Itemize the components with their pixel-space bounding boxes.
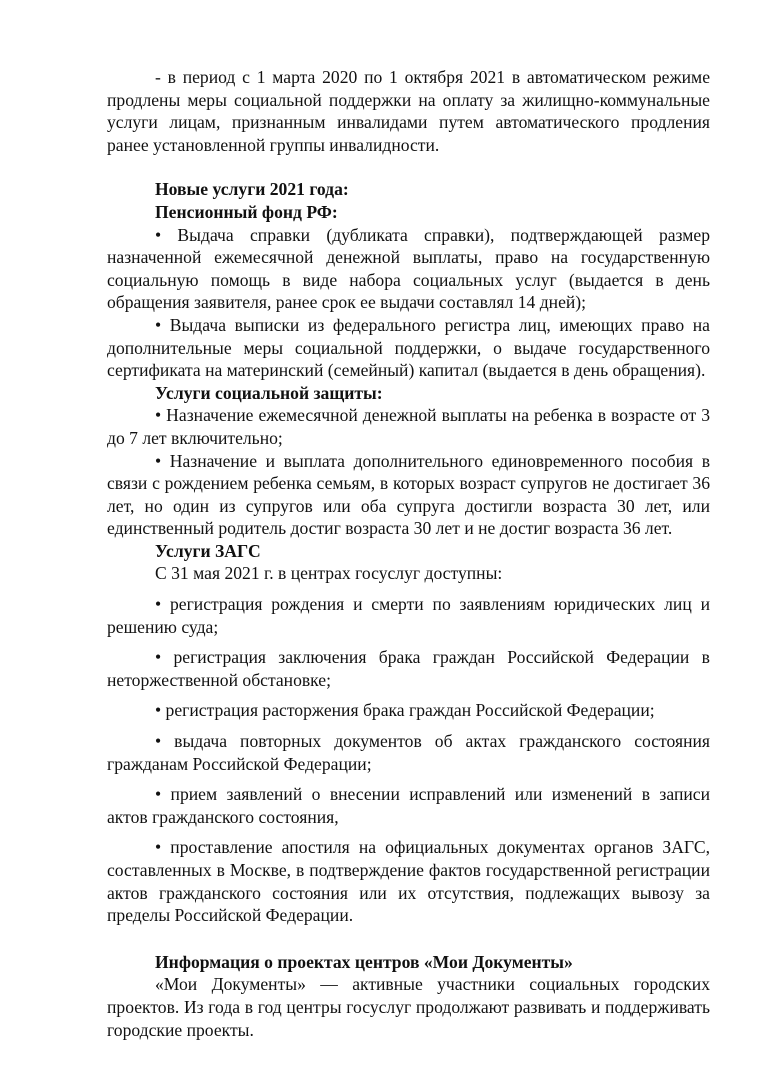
list-item-pfr-extract: • Выдача выписки из федерального регистра лиц, имеющих право на дополнительные меры социальной поддержки, о выдаче государственного сертификата на материнский (семейный) капитал (выдается в день обращения). xyxy=(107,314,710,381)
list-item-zags-apostille: • проставление апостиля на официальных документах органов ЗАГС, составленных в Москве, в подтверждение фактов государственной регистрации актов гражданского состояния или их отсутствия, подлежащих вывозу за пределы Российской Федерации. xyxy=(107,837,710,926)
list-item-zags-birth-death: • регистрация рождения и смерти по заявлениям юридических лиц и решению суда; xyxy=(107,594,710,637)
heading-social-protection: Услуги социальной защиты: xyxy=(155,382,383,403)
heading-pension-fund: Пенсионный фонд РФ: xyxy=(155,201,338,222)
heading-zags: Услуги ЗАГС xyxy=(155,540,261,561)
list-item-zags-repeat-documents: • выдача повторных документов об актах гражданского состояния гражданам Российской Федерации; xyxy=(107,731,710,774)
heading-projects: Информация о проектах центров «Мои Документы» xyxy=(155,951,573,972)
list-item-social-lump-sum: • Назначение и выплата дополнительного единовременного пособия в связи с рождением ребенка семьям, в которых возраст супругов не достигает 36 лет, но один из супругов или оба супруга достигли возраста 30 лет, или единственный родитель достиг возраста 30 лет и не достиг возраста 36 лет. xyxy=(107,450,710,539)
paragraph-utility-support: - в период с 1 марта 2020 по 1 октября 2021 в автоматическом режиме продлены меры социальной поддержки на оплату за жилищно-коммунальные услуги лицам, признанным инвалидами путем автоматического продления ранее установленной группы инвалидности. xyxy=(107,67,710,155)
paragraph-zags-intro: С 31 мая 2021 г. в центрах госуслуг доступны: xyxy=(155,563,503,584)
list-item-zags-marriage: • регистрация заключения брака граждан Российской Федерации в неторжественной обстановке; xyxy=(107,647,710,690)
paragraph-projects: «Мои Документы» — активные участники социальных городских проектов. Из года в год центры госуслуг продолжают развивать и поддерживать городские проекты. xyxy=(107,974,710,1040)
document-page xyxy=(107,66,710,1041)
list-item-social-monthly-payment: • Назначение ежемесячной денежной выплаты на ребенка в возрасте от 3 до 7 лет включительно; xyxy=(107,405,710,448)
list-item-pfr-certificate: • Выдача справки (дубликата справки), подтверждающей размер назначенной ежемесячной денежной выплаты, право на государственную социальную помощь в виде набора социальных услуг (выдается в день обращения заявителя, ранее срок ее выдачи составлял 14 дней); xyxy=(107,224,710,313)
heading-new-services-2021: Новые услуги 2021 года: xyxy=(155,179,349,200)
list-item-zags-corrections: • прием заявлений о внесении исправлений или изменений в записи актов гражданского состояния, xyxy=(107,784,710,827)
list-item-zags-divorce: • регистрация расторжения брака граждан Российской Федерации; xyxy=(155,700,655,721)
